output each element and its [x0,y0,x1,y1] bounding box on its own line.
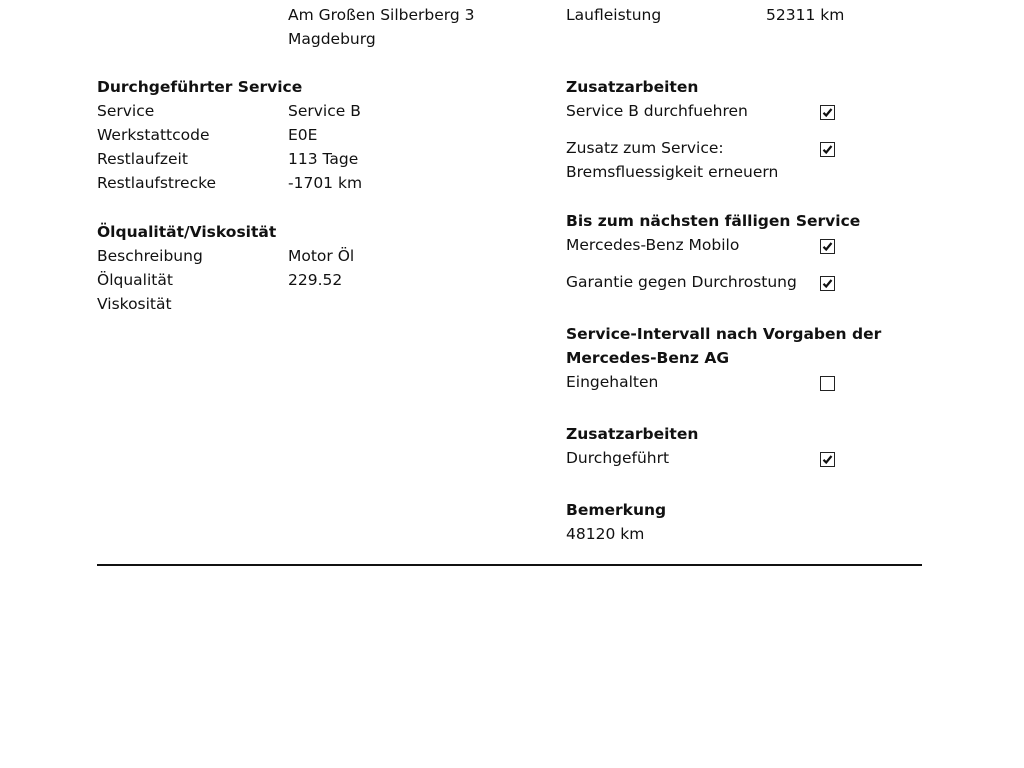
remaining-distance-label: Restlaufstrecke [97,174,217,192]
extra-work-2-heading: Zusatzarbeiten [566,425,699,443]
checkmark-icon [822,278,833,289]
remaining-time-value: 113 Tage [288,150,359,168]
rust-warranty-label: Garantie gegen Durchrostung [566,273,797,291]
workshop-code-value: E0E [288,126,318,144]
extra-work-item-label: Zusatz zum Service: [566,139,724,157]
address-city: Magdeburg [288,30,376,48]
checkmark-icon [822,241,833,252]
oil-quality-value: 229.52 [288,271,343,289]
extra-work-done-checkbox[interactable] [820,452,835,467]
oil-quality-label: Ölqualität [97,271,173,289]
checkmark-icon [822,144,833,155]
rust-warranty-checkbox[interactable] [820,276,835,291]
remaining-time-label: Restlaufzeit [97,150,188,168]
interval-adhered-label: Eingehalten [566,373,659,391]
oil-description-label: Beschreibung [97,247,203,265]
checkmark-icon [822,107,833,118]
extra-work-done-label: Durchgeführt [566,449,670,467]
mileage-label: Laufleistung [566,6,662,24]
oil-heading: Ölqualität/Viskosität [97,223,277,241]
mobilo-label: Mercedes-Benz Mobilo [566,236,740,254]
service-b-checkbox[interactable] [820,105,835,120]
mileage-value: 52311 km [766,6,845,24]
interval-heading-2: Mercedes-Benz AG [566,349,730,367]
oil-description-value: Motor Öl [288,247,355,265]
mobilo-checkbox[interactable] [820,239,835,254]
brake-fluid-checkbox[interactable] [820,142,835,157]
checkmark-icon [822,454,833,465]
remark-heading: Bemerkung [566,501,667,519]
service-label: Service [97,102,155,120]
divider [97,564,922,566]
service-performed-heading: Durchgeführter Service [97,78,303,96]
extra-work-item-label: Service B durchfuehren [566,102,748,120]
interval-heading: Service-Intervall nach Vorgaben der [566,325,882,343]
remaining-distance-value: -1701 km [288,174,363,192]
next-service-heading: Bis zum nächsten fälligen Service [566,212,861,230]
remark-value: 48120 km [566,525,645,543]
viscosity-label: Viskosität [97,295,172,313]
extra-work-item-label-2: Bremsfluessigkeit erneuern [566,163,779,181]
interval-adhered-checkbox[interactable] [820,376,835,391]
extra-work-heading: Zusatzarbeiten [566,78,699,96]
service-value: Service B [288,102,361,120]
workshop-code-label: Werkstattcode [97,126,210,144]
address-street: Am Großen Silberberg 3 [288,6,475,24]
